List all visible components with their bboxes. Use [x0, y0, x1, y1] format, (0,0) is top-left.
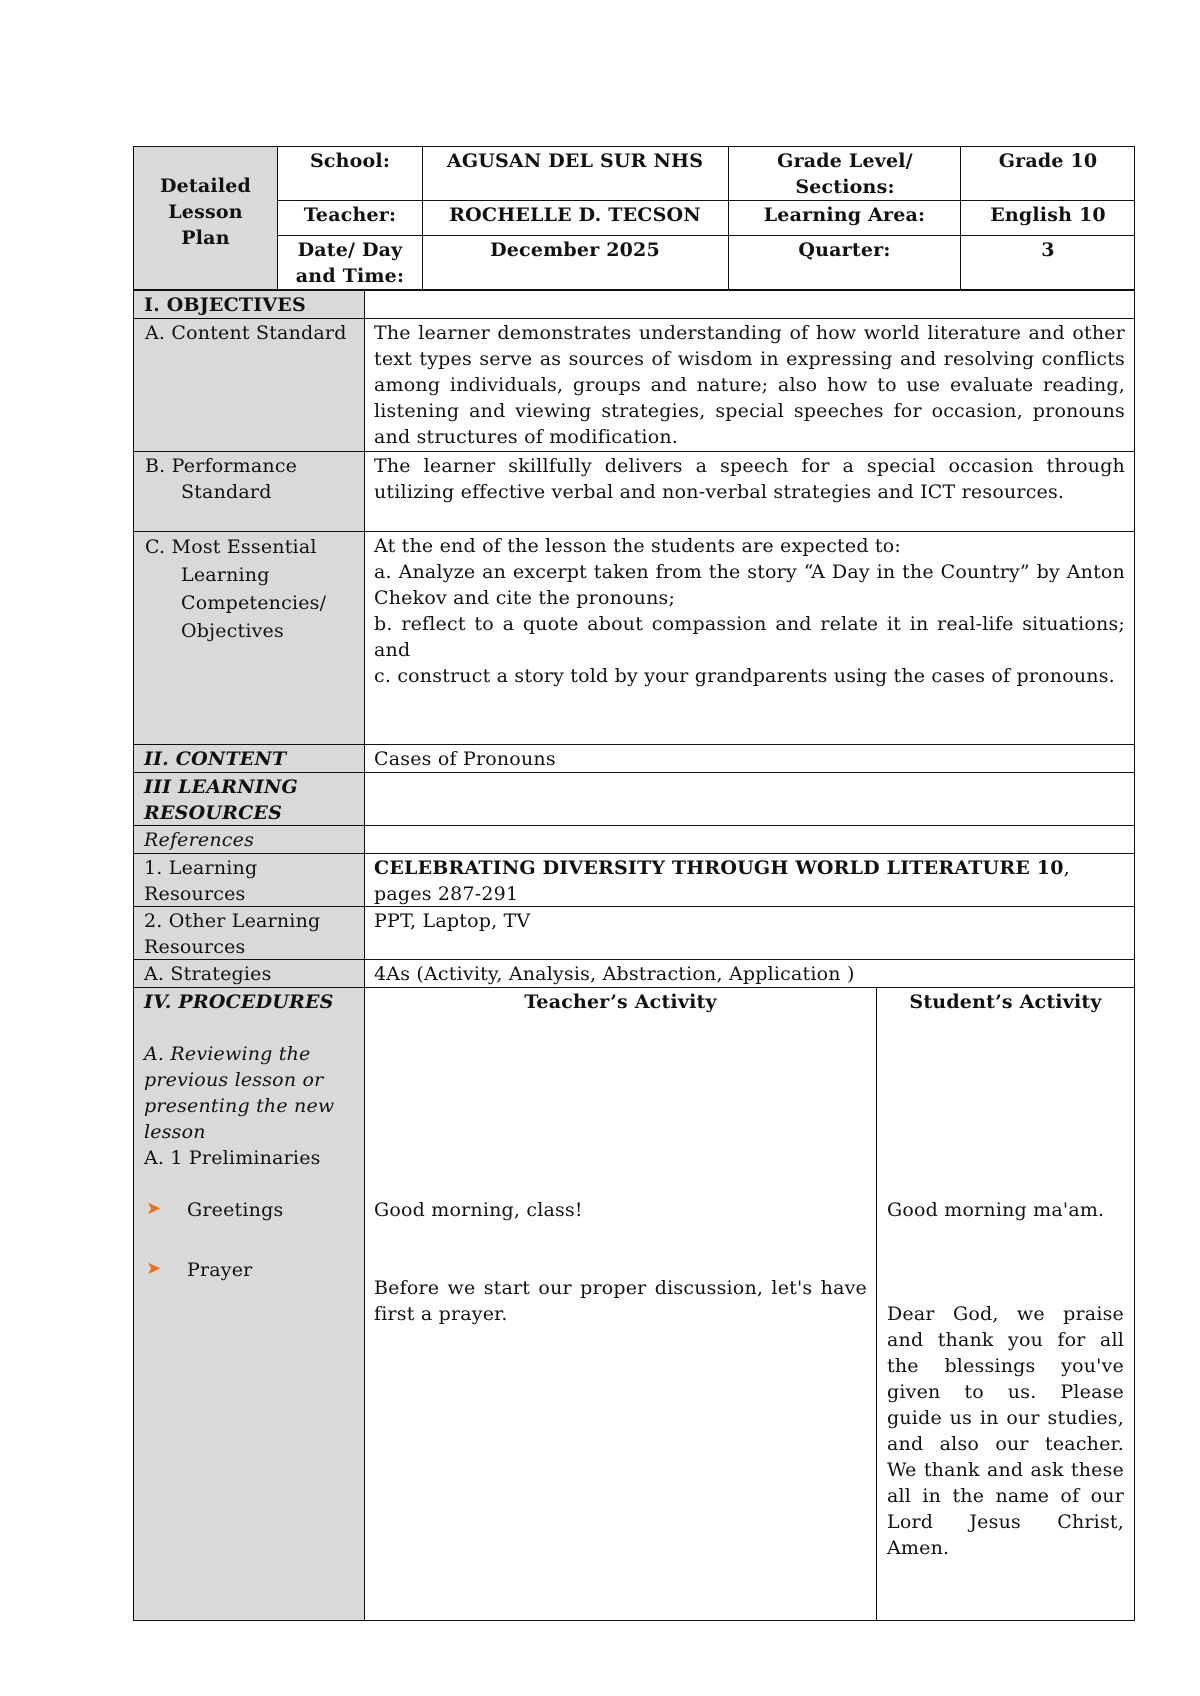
- learning-resources-text: CELEBRATING DIVERSITY THROUGH WORLD LITERATURE 10, pages 287-291: [374, 857, 1070, 905]
- objectives-heading-value-cell: [364, 290, 1135, 319]
- teacher-value: ROCHELLE D. TECSON: [449, 204, 701, 226]
- melc-intro: At the end of the lesson the students are expected to:: [374, 535, 902, 557]
- learning-resources-label: 1. Learning Resources: [144, 857, 258, 905]
- strategies-label: A. Strategies: [144, 963, 272, 985]
- melc-label: C. Most Essential Learning Competencies/ Objectives: [145, 536, 327, 642]
- other-resources-label: 2. Other Learning Resources: [144, 910, 321, 958]
- content-standard-label: A. Content Standard: [145, 322, 347, 344]
- melc-item-a: a. Analyze an excerpt taken from the story “A Day in the Country” by Anton Chekov and cite the pronouns;: [374, 561, 1125, 609]
- teacher-greeting: Good morning, class!: [374, 1199, 583, 1221]
- performance-label: B. Performance Standard: [145, 455, 298, 503]
- quarter-value: 3: [1041, 239, 1055, 261]
- learning-pages: pages 287-291: [374, 883, 519, 905]
- review-label: A. Reviewing the previous lesson or presenting the new lesson: [144, 1043, 335, 1143]
- prayer-label: Prayer: [187, 1259, 253, 1281]
- content-heading: II. CONTENT: [144, 748, 287, 770]
- references-label: References: [144, 829, 255, 851]
- date-label: Date/ Day and Time:: [295, 239, 405, 287]
- references-value-cell: [364, 825, 1135, 854]
- grade-value: Grade 10: [998, 150, 1098, 172]
- area-label: Learning Area:: [763, 204, 926, 226]
- resources-heading-value-cell: [364, 772, 1135, 826]
- other-resources-value: PPT, Laptop, TV: [374, 910, 531, 932]
- prayer-bullet-icon: ➤: [146, 1258, 162, 1279]
- teacher-prayer-prompt: Before we start our proper discussion, let's have first a prayer.: [374, 1277, 867, 1325]
- procedures-heading: IV. PROCEDURES: [144, 991, 334, 1013]
- date-value: December 2025: [490, 239, 660, 261]
- area-value: English 10: [990, 204, 1106, 226]
- content-value: Cases of Pronouns: [374, 748, 556, 770]
- greetings-bullet-icon: ➤: [146, 1198, 162, 1219]
- content-standard-text: The learner demonstrates understanding of how world literature and other text types serve as sources of wisdom in expressing and resolving conflicts among individuals, groups and nature; also how to use evaluate reading, listening and viewing strategies, special speeches for occasion, pronouns and structures of modification.: [374, 322, 1125, 448]
- melc-item-b: b. reflect to a quote about compassion and relate it in real-life situations; and: [374, 613, 1125, 661]
- teacher-label: Teacher:: [303, 204, 397, 226]
- student-prayer: Dear God, we praise and thank you for all the blessings you've given to us. Please guide us in our studies, and also our teacher. We thank and ask these all in the name of our Lord Jesus Christ, Amen.: [887, 1303, 1124, 1559]
- grade-label: Grade Level/ Sections:: [777, 150, 913, 198]
- performance-text: The learner skillfully delivers a speech for a special occasion through utilizing effective verbal and non-verbal strategies and ICT resources.: [374, 455, 1125, 503]
- strategies-value: 4As (Activity, Analysis, Abstraction, Application ): [374, 963, 855, 985]
- student-activity-header: Student’s Activity: [909, 991, 1102, 1013]
- preliminaries-label: A. 1 Preliminaries: [144, 1147, 321, 1169]
- school-value: AGUSAN DEL SUR NHS: [446, 150, 704, 172]
- student-greeting: Good morning ma'am.: [887, 1199, 1105, 1221]
- dlp-title: Detailed Lesson Plan: [159, 175, 252, 249]
- resources-heading: III LEARNING RESOURCES: [144, 776, 298, 824]
- teacher-activity-header: Teacher’s Activity: [524, 991, 717, 1013]
- greetings-label: Greetings: [187, 1199, 284, 1221]
- learning-book-title: CELEBRATING DIVERSITY THROUGH WORLD LITERATURE 10: [374, 857, 1064, 879]
- quarter-label: Quarter:: [798, 239, 891, 261]
- melc-item-c: c. construct a story told by your grandparents using the cases of pronouns.: [374, 665, 1115, 687]
- school-label: School:: [309, 150, 391, 172]
- objectives-heading: I. OBJECTIVES: [144, 294, 306, 316]
